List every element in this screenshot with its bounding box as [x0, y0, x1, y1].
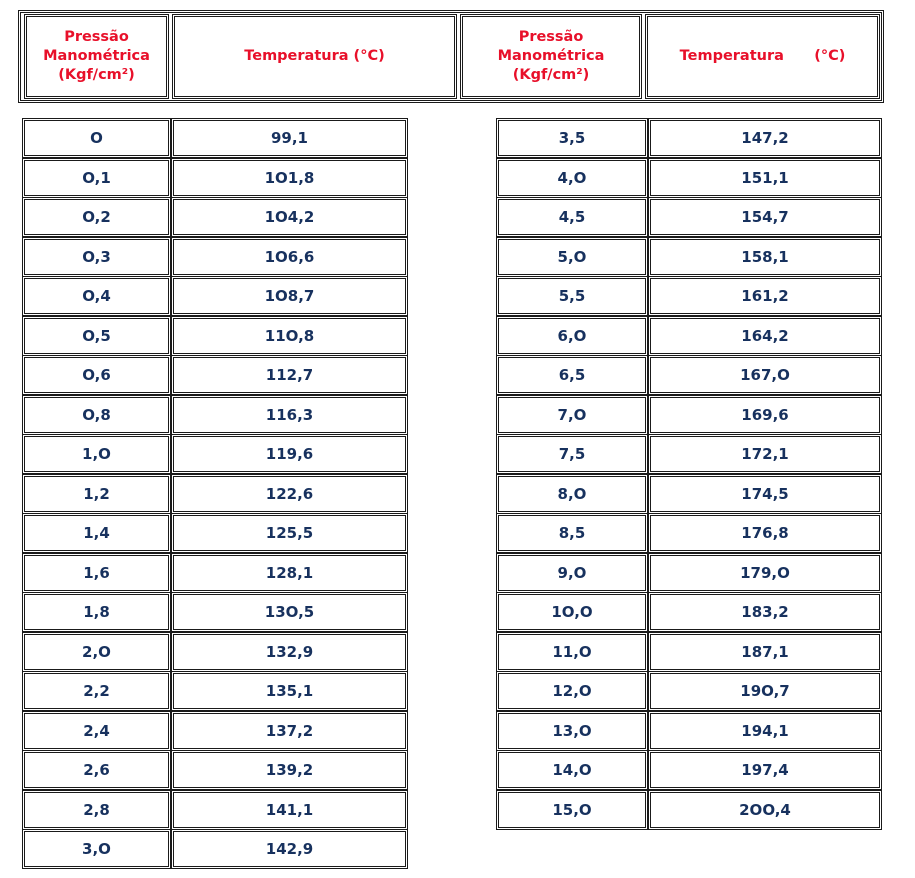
- pressure-cell: O,6: [22, 355, 171, 395]
- header-left-pressure: Pressão Manométrica (Kgf/cm²): [24, 14, 169, 99]
- pressure-cell: 4,5: [496, 197, 648, 237]
- pressure-cell: 2,8: [22, 790, 171, 830]
- temperature-cell: 176,8: [648, 513, 882, 553]
- pressure-cell: 1,O: [22, 434, 171, 474]
- temperature-cell: 164,2: [648, 316, 882, 356]
- temperature-cell: 137,2: [171, 711, 408, 751]
- temperature-cell: 2OO,4: [648, 790, 882, 830]
- pressure-cell: 1,2: [22, 474, 171, 514]
- pressure-cell: 12,O: [496, 671, 648, 711]
- temperature-cell: 11O,8: [171, 316, 408, 356]
- temperature-cell: 179,O: [648, 553, 882, 593]
- pressure-cell: 5,O: [496, 237, 648, 277]
- temperature-cell: 132,9: [171, 632, 408, 672]
- temperature-cell: 125,5: [171, 513, 408, 553]
- temperature-cell: 169,6: [648, 395, 882, 435]
- temperature-cell: 151,1: [648, 158, 882, 198]
- temperature-cell: 99,1: [171, 118, 408, 158]
- pressure-cell: 6,5: [496, 355, 648, 395]
- temperature-cell: 154,7: [648, 197, 882, 237]
- pressure-cell: 6,O: [496, 316, 648, 356]
- temperature-cell: 147,2: [648, 118, 882, 158]
- header-left-temperature: Temperatura (°C): [172, 14, 457, 99]
- pressure-cell: 3,O: [22, 829, 171, 869]
- temperature-cell: 141,1: [171, 790, 408, 830]
- temperature-cell: 174,5: [648, 474, 882, 514]
- temperature-cell: 1O1,8: [171, 158, 408, 198]
- pressure-cell: 8,5: [496, 513, 648, 553]
- pressure-cell: 3,5: [496, 118, 648, 158]
- temperature-cell: 1O4,2: [171, 197, 408, 237]
- pressure-cell: O,4: [22, 276, 171, 316]
- temperature-cell: 183,2: [648, 592, 882, 632]
- temperature-cell: 194,1: [648, 711, 882, 751]
- temperature-cell: 158,1: [648, 237, 882, 277]
- temperature-cell: 122,6: [171, 474, 408, 514]
- temperature-cell: 119,6: [171, 434, 408, 474]
- temperature-cell: 116,3: [171, 395, 408, 435]
- temperature-cell: 135,1: [171, 671, 408, 711]
- pressure-cell: 14,O: [496, 750, 648, 790]
- pressure-cell: 4,O: [496, 158, 648, 198]
- pressure-cell: 1,4: [22, 513, 171, 553]
- pressure-cell: 2,4: [22, 711, 171, 751]
- pressure-cell: 5,5: [496, 276, 648, 316]
- header-right-temperature: Temperatura (°C): [645, 14, 880, 99]
- temperature-cell: 1O6,6: [171, 237, 408, 277]
- temperature-cell: 13O,5: [171, 592, 408, 632]
- pressure-cell: O: [22, 118, 171, 158]
- pressure-cell: 11,O: [496, 632, 648, 672]
- temperature-cell: 139,2: [171, 750, 408, 790]
- pressure-cell: O,8: [22, 395, 171, 435]
- pressure-cell: 7,O: [496, 395, 648, 435]
- pressure-cell: 8,O: [496, 474, 648, 514]
- pressure-cell: 1,8: [22, 592, 171, 632]
- pressure-cell: 1,6: [22, 553, 171, 593]
- pressure-cell: 2,2: [22, 671, 171, 711]
- pressure-cell: O,3: [22, 237, 171, 277]
- temperature-cell: 112,7: [171, 355, 408, 395]
- pressure-cell: 7,5: [496, 434, 648, 474]
- pressure-cell: O,5: [22, 316, 171, 356]
- pressure-cell: 2,O: [22, 632, 171, 672]
- pressure-cell: 9,O: [496, 553, 648, 593]
- temperature-cell: 161,2: [648, 276, 882, 316]
- temperature-cell: 172,1: [648, 434, 882, 474]
- temperature-cell: 19O,7: [648, 671, 882, 711]
- temperature-cell: 167,O: [648, 355, 882, 395]
- pressure-cell: 13,O: [496, 711, 648, 751]
- header-right-pressure: Pressão Manométrica (Kgf/cm²): [460, 14, 642, 99]
- pressure-cell: O,1: [22, 158, 171, 198]
- temperature-cell: 128,1: [171, 553, 408, 593]
- temperature-cell: 142,9: [171, 829, 408, 869]
- pressure-cell: O,2: [22, 197, 171, 237]
- pressure-cell: 15,O: [496, 790, 648, 830]
- pressure-cell: 1O,O: [496, 592, 648, 632]
- temperature-cell: 187,1: [648, 632, 882, 672]
- temperature-cell: 1O8,7: [171, 276, 408, 316]
- pressure-cell: 2,6: [22, 750, 171, 790]
- temperature-cell: 197,4: [648, 750, 882, 790]
